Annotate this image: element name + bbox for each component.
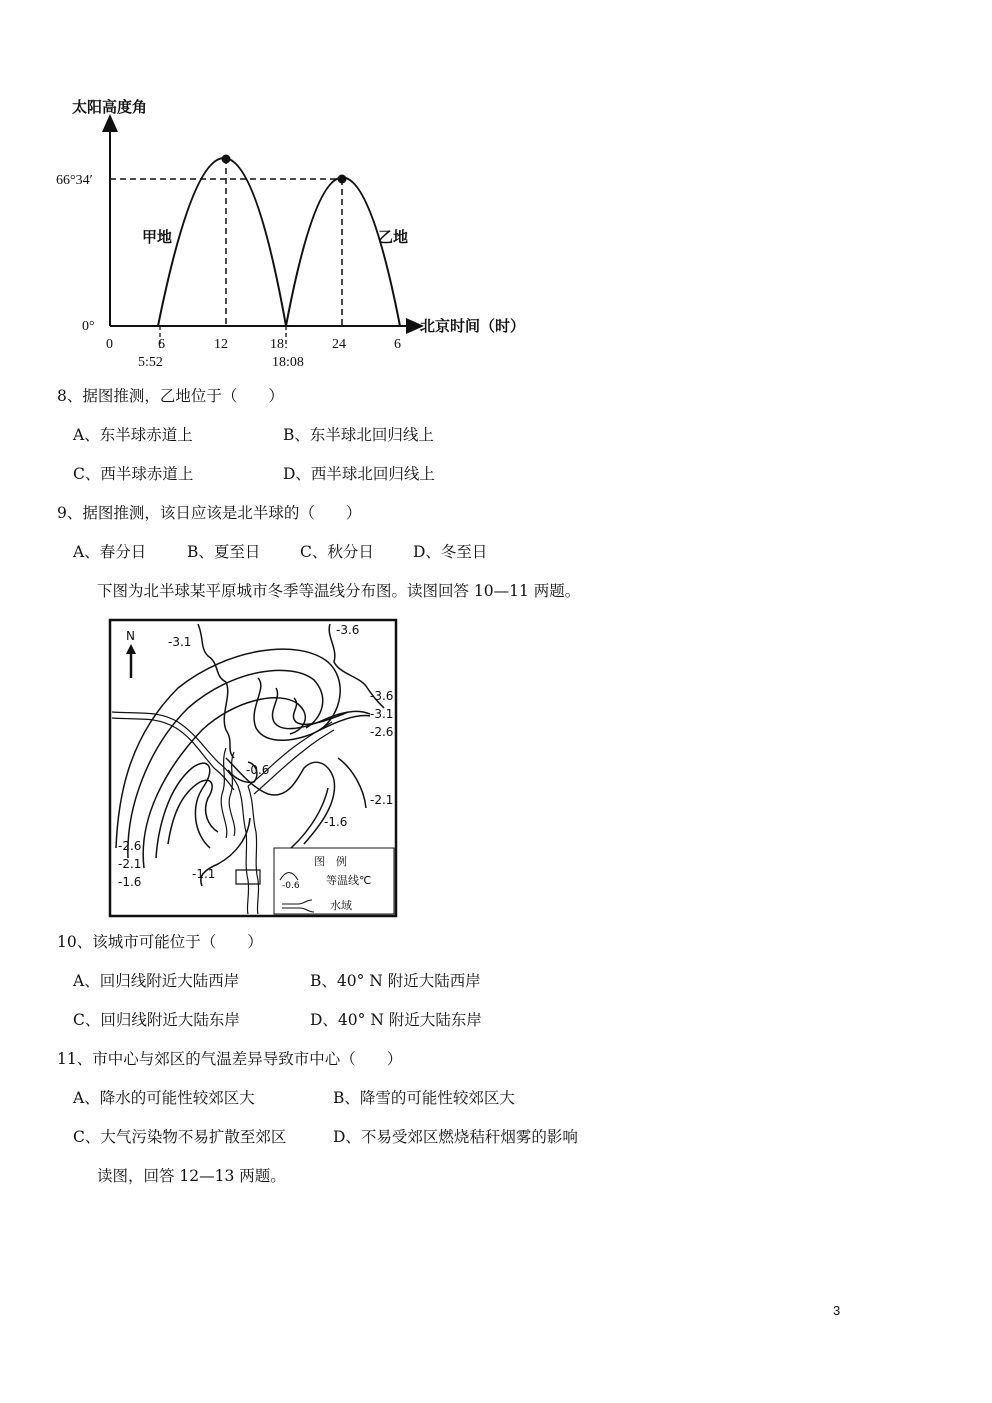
legend-iso-value: -0.6 <box>282 881 300 891</box>
q11-option-b[interactable]: B、降雪的可能性较郊区大 <box>333 1089 515 1107</box>
isotherm-label-10: -2.6 <box>118 839 142 853</box>
legend-title: 图 例 <box>314 855 347 868</box>
isotherm-label-9: -1.1 <box>192 867 216 881</box>
q10-option-a[interactable]: A、回归线附近大陆西岸 <box>73 972 240 990</box>
curve-jia <box>158 158 286 326</box>
q8-option-b[interactable]: B、东半球北回归线上 <box>283 426 434 444</box>
q11-option-d[interactable]: D、不易受郊区燃烧秸秆烟雾的影响 <box>333 1128 578 1146</box>
y-tick-0: 0° <box>82 319 95 334</box>
q9-option-d[interactable]: D、冬至日 <box>413 543 488 561</box>
isotherm-label-4: -3.1 <box>370 707 394 721</box>
intro-10-11: 下图为北半球某平原城市冬季等温线分布图。读图回答 10—11 两题。 <box>97 582 581 600</box>
q9-option-b[interactable]: B、夏至日 <box>187 543 261 561</box>
curve-yi <box>286 178 400 327</box>
x-tick-24: 24 <box>332 337 346 352</box>
q8-option-d[interactable]: D、西半球北回归线上 <box>283 465 435 483</box>
page-number: 3 <box>833 1303 841 1318</box>
legend-isotherm: 等温线℃ <box>326 874 372 887</box>
x-tick-0: 0 <box>106 337 113 352</box>
isotherm-map <box>108 618 400 920</box>
q9-stem: 9、据图推测，该日应该是北半球的（ ） <box>57 504 362 522</box>
curve-label-yi: 乙地 <box>378 228 409 246</box>
isotherm-label-2: -3.6 <box>336 623 360 637</box>
solar-altitude-chart <box>50 90 550 380</box>
isotherm-label-8: -0.6 <box>246 763 270 777</box>
isotherm-label-11: -2.1 <box>118 857 142 871</box>
x-tick-12: 12 <box>214 337 228 352</box>
q11-option-a[interactable]: A、降水的可能性较郊区大 <box>73 1089 255 1107</box>
intro-12-13: 读图，回答 12—13 两题。 <box>97 1167 286 1185</box>
curve-label-jia: 甲地 <box>142 228 173 246</box>
north-label: N <box>126 629 135 643</box>
q10-option-b[interactable]: B、40° N 附近大陆西岸 <box>310 972 481 990</box>
q10-option-c[interactable]: C、回归线附近大陆东岸 <box>73 1011 240 1029</box>
peak-jia <box>222 155 231 164</box>
x-tick-18: 18 <box>270 337 284 352</box>
x-subtick-18-08: 18:08 <box>272 355 304 370</box>
isotherm-label-12: -1.6 <box>118 875 142 889</box>
q11-stem: 11、市中心与郊区的气温差异导致市中心（ ） <box>57 1050 403 1068</box>
q10-stem: 10、该城市可能位于（ ） <box>57 933 263 951</box>
q8-option-a[interactable]: A、东半球赤道上 <box>73 426 193 444</box>
q10-option-d[interactable]: D、40° N 附近大陆东岸 <box>310 1011 482 1029</box>
q8-stem: 8、据图推测，乙地位于（ ） <box>57 387 284 405</box>
isotherm-label-5: -2.6 <box>370 725 394 739</box>
q9-option-c[interactable]: C、秋分日 <box>300 543 374 561</box>
isotherm-label-1: -3.1 <box>168 635 192 649</box>
legend-water: 水域 <box>330 899 352 912</box>
isotherm-label-7: -1.6 <box>324 815 348 829</box>
q11-option-c[interactable]: C、大气污染物不易扩散至郊区 <box>73 1128 287 1146</box>
x-tick-6: 6 <box>158 337 165 352</box>
y-axis-title: 太阳高度角 <box>72 98 148 116</box>
isotherm-label-6: -2.1 <box>370 793 394 807</box>
map-legend <box>274 848 394 914</box>
peak-yi <box>338 175 347 184</box>
y-tick-66-34: 66°34′ <box>56 173 93 188</box>
q9-option-a[interactable]: A、春分日 <box>73 543 147 561</box>
isotherm-label-3: -3.6 <box>370 689 394 703</box>
x-axis-title: 北京时间（时） <box>420 317 526 335</box>
q8-option-c[interactable]: C、西半球赤道上 <box>73 465 194 483</box>
x-tick-6-next: 6 <box>394 337 401 352</box>
x-subtick-5-52: 5:52 <box>138 355 163 370</box>
